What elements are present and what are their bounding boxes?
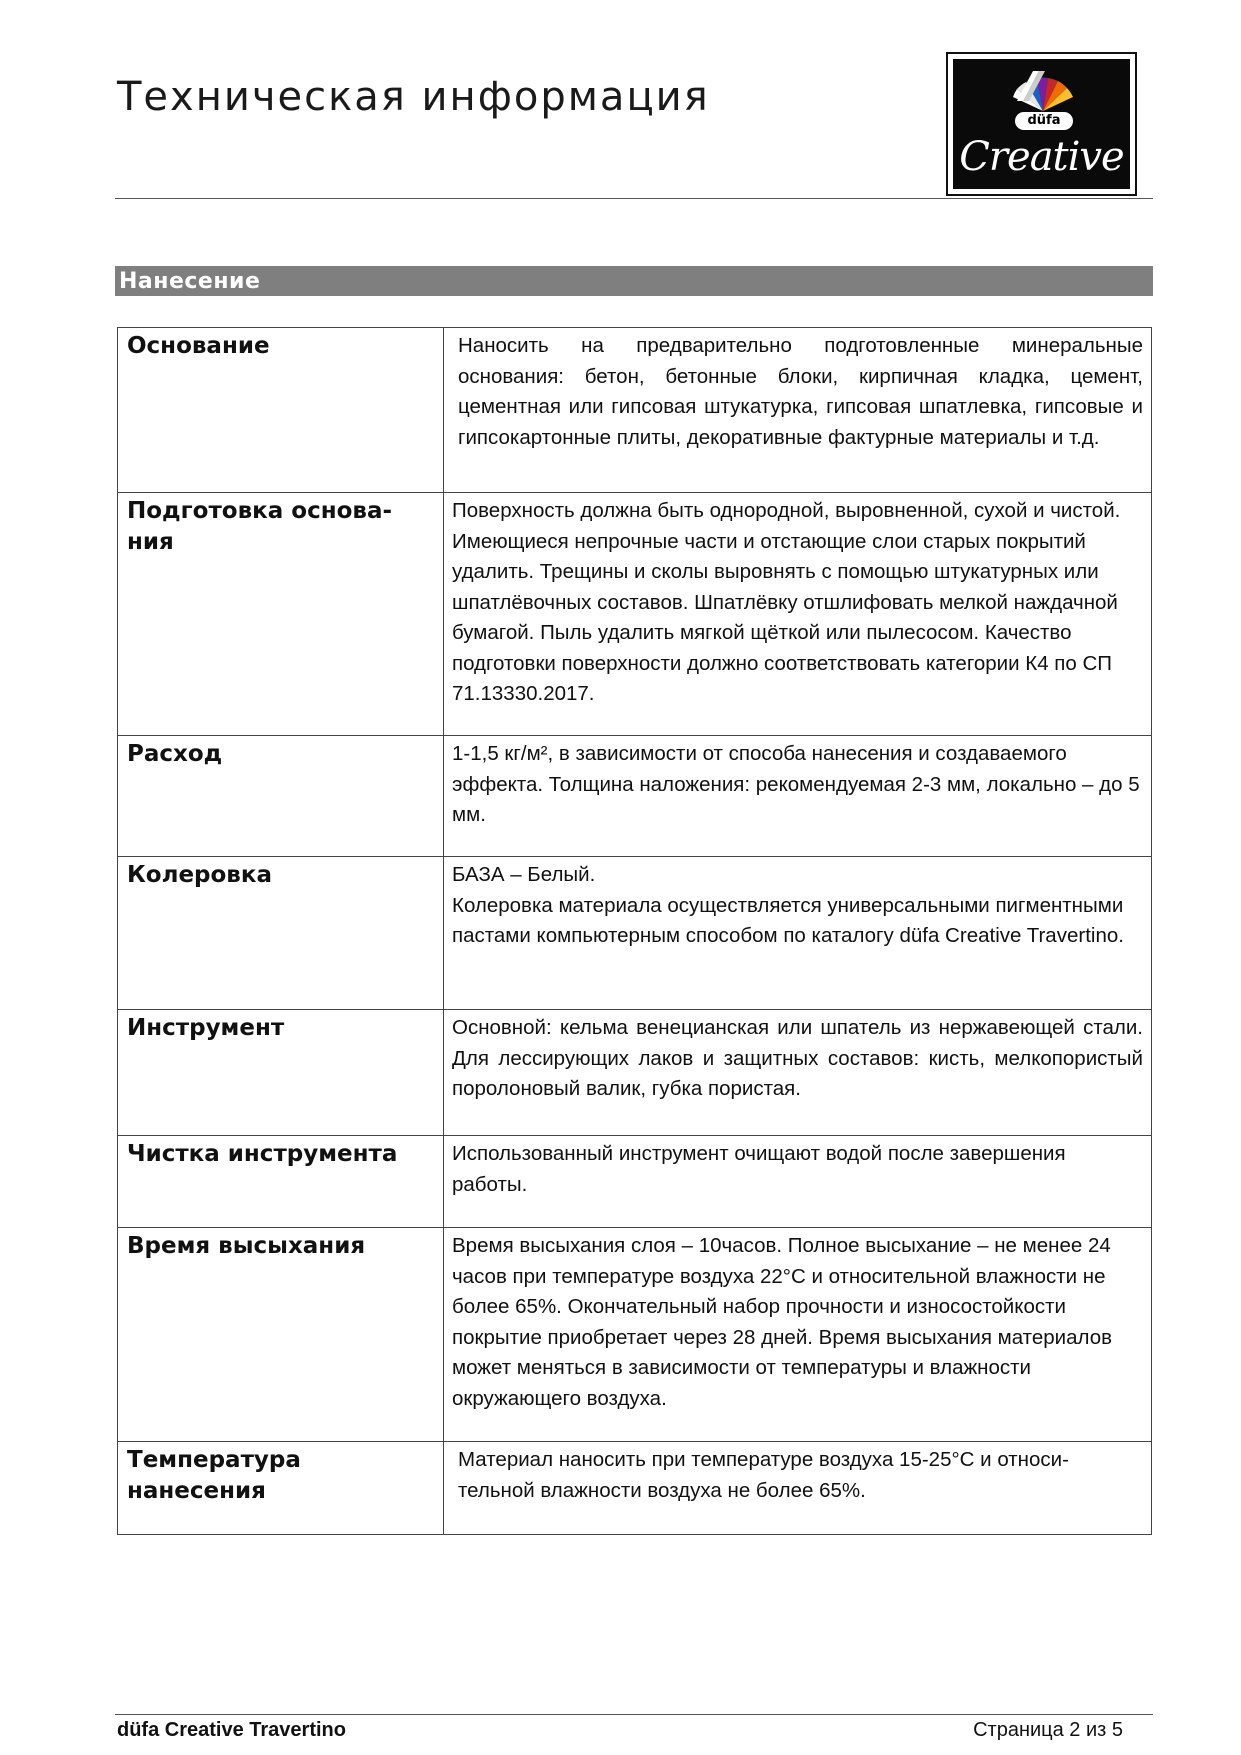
table-row (118, 736, 1152, 857)
row-label: Чистка инструмента (118, 1136, 444, 1228)
table-row (118, 1442, 1152, 1535)
row-value (444, 857, 1152, 1010)
row-label: Основание (118, 328, 444, 493)
table-row (118, 857, 1152, 1010)
table-row (118, 328, 1152, 493)
row-label: Подготовка основа-ния (118, 493, 444, 736)
header-divider (115, 198, 1153, 199)
row-label: Инструмент (118, 1010, 444, 1136)
row-label: Температура нанесения (118, 1442, 444, 1535)
section-title: Нанесение (115, 266, 1153, 296)
row-value: Использованный инструмент очищают водой после завершения работы. (444, 1136, 1152, 1228)
row-value: Время высыхания слоя – 10часов. Полное высыхание – не менее 24 часов при температуре воздуха 22°С и относительной влажности не более 65%. Окончательный набор прочности и износостойкости покрытие приобретает через 28 дней. Время высыхания материалов может меняться в зависимости от температуры и влажности окружающего воздуха. (444, 1228, 1152, 1442)
logo-product-text: Creative (959, 134, 1124, 180)
table-row (118, 1228, 1152, 1442)
tint-base-line: БАЗА – Белый. (452, 863, 596, 886)
table-row (118, 493, 1152, 736)
logo-brand-text: düfa (1015, 112, 1073, 130)
row-value: Материал наносить при температуре воздуха 15-25°С и относи-тельной влажности воздуха не более 65%. (444, 1442, 1152, 1535)
table-row (118, 1010, 1152, 1136)
footer-divider (115, 1714, 1153, 1715)
row-value: Основной: кельма венецианская или шпатель из нержавеющей стали. Для лессирующих лаков и защитных составов: кисть, мелкопористый поролоновый валик, губка пористая. (444, 1010, 1152, 1136)
row-value: Поверхность должна быть однородной, выровненной, сухой и чистой. Имеющиеся непрочные части и отстающие слои старых покрытий удалить. Трещины и сколы выровнять с помощью штукатурных или шпатлёвочных составов. Шпатлёвку отшлифовать мелкой наждачной бумагой. Пыль удалить мягкой щёткой или пылесосом. Качество подготовки поверхности должно соответствовать категории К4 по СП 71.13330.2017. (444, 493, 1152, 736)
row-value: Наносить на предварительно подготовленные минеральные основания: бетон, бетонные блоки, кирпичная кладка, цемент, цементная или гипсовая штукатурка, гипсовая шпатлевка, гипсовые и гипсокартонные плиты, декоративные фактурные материалы и т.д. (444, 328, 1152, 493)
logo-background (953, 59, 1130, 189)
row-label: Время высыхания (118, 1228, 444, 1442)
dufa-creative-logo (946, 52, 1137, 196)
tint-description: Колеровка материала осуществляется универсальными пигментными пастами компьютерным способом по каталогу düfa Creative Travertino. (452, 893, 1124, 947)
page-number: Страница 2 из 5 (973, 1719, 1123, 1741)
table-row (118, 1136, 1152, 1228)
page-title: Техническая информация (117, 74, 710, 120)
footer-product-name: düfa Creative Travertino (117, 1719, 346, 1741)
row-label: Расход (118, 736, 444, 857)
row-value: 1-1,5 кг/м², в зависимости от способа нанесения и создаваемого эффекта. Толщина наложения: рекомендуемая 2-3 мм, локально – до 5 мм. (444, 736, 1152, 857)
application-spec-table (117, 327, 1152, 1535)
row-label: Колеровка (118, 857, 444, 1010)
